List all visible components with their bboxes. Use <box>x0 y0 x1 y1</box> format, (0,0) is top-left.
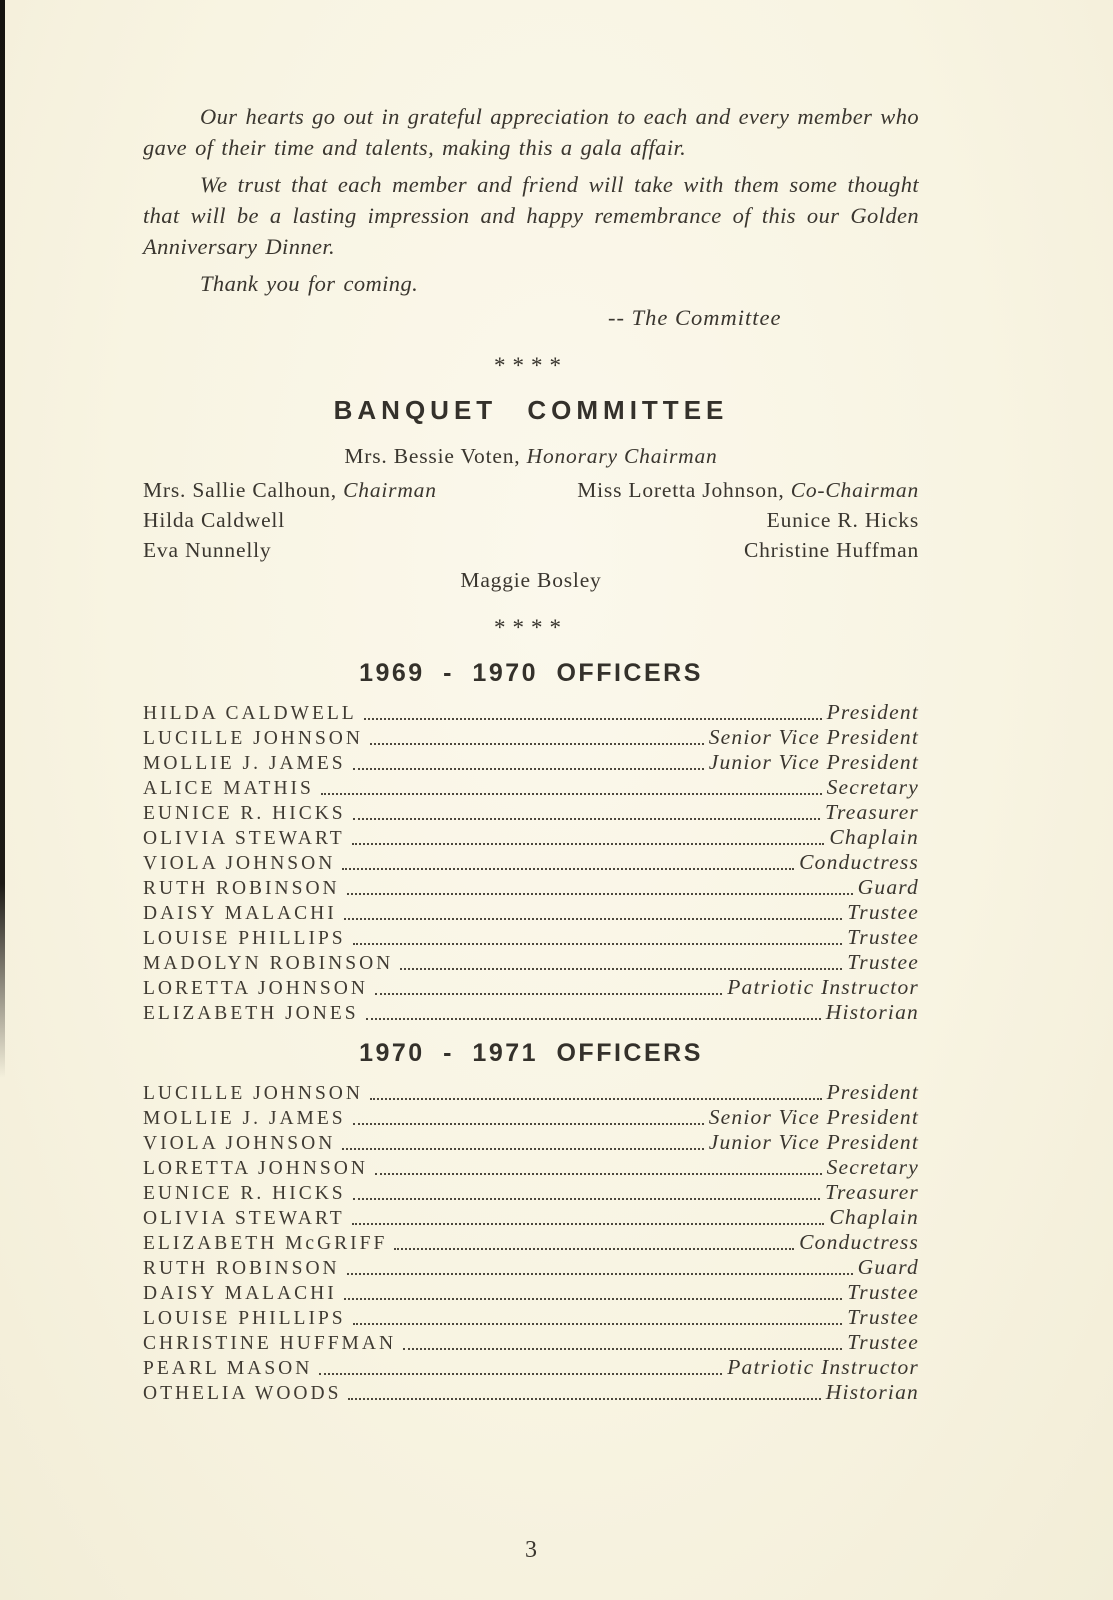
officer-row <box>143 1000 919 1025</box>
officer-row <box>143 975 919 1000</box>
honorary-chairman-line <box>143 441 919 471</box>
officer-title: Senior Vice President <box>708 1105 919 1129</box>
officer-row <box>143 1080 919 1105</box>
officer-row <box>143 1305 919 1330</box>
officer-title: Conductress <box>799 1230 919 1254</box>
intro-paragraph-2: We trust that each member and friend will take with them some thought that will be a lasting impression and happy remembrance of this our Golden Anniversary Dinner. <box>143 172 919 259</box>
dotted-leader <box>321 793 822 795</box>
officer-name: EUNICE R. HICKS <box>143 1183 346 1204</box>
dotted-leader <box>375 1173 822 1175</box>
officers-1969-1970-title: 1969 - 1970 OFFICERS <box>359 659 703 687</box>
dotted-leader <box>375 993 722 995</box>
committee-member: Eunice R. Hicks <box>766 508 919 532</box>
committee-member: Hilda Caldwell <box>143 508 285 532</box>
asterisk-separator-top: **** <box>494 353 568 378</box>
chairman-role: Chairman <box>343 478 437 502</box>
dotted-leader <box>347 893 853 895</box>
cochairman-role: Co-Chairman <box>790 478 919 502</box>
officer-title: Secretary <box>826 1155 919 1179</box>
officer-name: VIOLA JOHNSON <box>143 1133 336 1154</box>
officer-row <box>143 1105 919 1130</box>
officer-name: OLIVIA STEWART <box>143 1208 345 1229</box>
officer-row <box>143 1255 919 1280</box>
officer-name: LORETTA JOHNSON <box>143 1158 368 1179</box>
officer-row <box>143 1355 919 1380</box>
officer-row <box>143 850 919 875</box>
dotted-leader <box>353 1123 704 1125</box>
banquet-committee-title: BANQUET COMMITTEE <box>333 395 729 425</box>
officers-1970-1971-title: 1970 - 1971 OFFICERS <box>359 1039 703 1067</box>
officer-row <box>143 800 919 825</box>
officer-name: OLIVIA STEWART <box>143 828 345 849</box>
dotted-leader <box>352 1223 825 1225</box>
officer-title: Treasurer <box>824 1180 919 1204</box>
committee-member-row <box>143 505 919 535</box>
officer-name: OTHELIA WOODS <box>143 1383 342 1404</box>
chairman-entry <box>143 475 437 505</box>
officer-title: Guard <box>857 875 919 899</box>
dotted-leader <box>348 1398 820 1400</box>
officer-name: ELIZABETH McGRIFF <box>143 1233 388 1254</box>
officer-title: Trustee <box>847 1330 919 1354</box>
officer-name: ALICE MATHIS <box>143 778 314 799</box>
dotted-leader <box>347 1273 853 1275</box>
officer-title: Trustee <box>847 900 919 924</box>
dotted-leader <box>403 1348 842 1350</box>
officer-title: Senior Vice President <box>708 725 919 749</box>
committee-member-row <box>143 535 919 565</box>
banquet-committee-section <box>143 441 919 595</box>
dotted-leader <box>352 843 825 845</box>
officer-title: Secretary <box>826 775 919 799</box>
officer-name: VIOLA JOHNSON <box>143 853 336 874</box>
officer-row <box>143 825 919 850</box>
officer-title: Treasurer <box>824 800 919 824</box>
officer-title: Trustee <box>847 950 919 974</box>
officers-1969-1970-list <box>143 700 919 1025</box>
officer-title: Historian <box>825 1380 919 1404</box>
officer-title: Junior Vice President <box>708 1130 919 1154</box>
officer-name: ELIZABETH JONES <box>143 1003 359 1024</box>
officer-row <box>143 775 919 800</box>
officer-title: Junior Vice President <box>708 750 919 774</box>
chairman-name: Mrs. Sallie Calhoun, <box>143 478 337 502</box>
officer-title: Patriotic Instructor <box>727 975 919 999</box>
officers-1970-1971-list <box>143 1080 919 1405</box>
dotted-leader <box>342 868 794 870</box>
officer-name: PEARL MASON <box>143 1358 313 1379</box>
officer-title: Guard <box>857 1255 919 1279</box>
officer-row <box>143 1205 919 1230</box>
officer-name: LOUISE PHILLIPS <box>143 928 346 949</box>
officer-name: MOLLIE J. JAMES <box>143 1108 346 1129</box>
officer-title: Trustee <box>847 925 919 949</box>
committee-member: Christine Huffman <box>743 538 919 562</box>
dotted-leader <box>319 1373 722 1375</box>
dotted-leader <box>394 1248 794 1250</box>
intro-text <box>143 101 919 299</box>
officer-name: HILDA CALDWELL <box>143 703 357 724</box>
officer-name: MADOLYN ROBINSON <box>143 953 394 974</box>
dotted-leader <box>353 943 843 945</box>
honorary-chairman-role: Honorary Chairman <box>526 444 718 468</box>
officer-row <box>143 1280 919 1305</box>
dotted-leader <box>344 918 843 920</box>
officer-title: Historian <box>825 1000 919 1024</box>
officer-title: Patriotic Instructor <box>727 1355 919 1379</box>
officer-row <box>143 1130 919 1155</box>
dotted-leader <box>370 743 704 745</box>
officer-title: Conductress <box>799 850 919 874</box>
dotted-leader <box>353 818 820 820</box>
officer-title: Chaplain <box>829 1205 919 1229</box>
officer-row <box>143 875 919 900</box>
dotted-leader <box>353 1323 843 1325</box>
officer-row <box>143 950 919 975</box>
officer-name: LOUISE PHILLIPS <box>143 1308 346 1329</box>
chairman-row <box>143 475 919 505</box>
officer-name: MOLLIE J. JAMES <box>143 753 346 774</box>
officer-name: DAISY MALACHI <box>143 903 337 924</box>
committee-signoff: -- The Committee <box>608 305 782 330</box>
officer-title: Trustee <box>847 1280 919 1304</box>
officer-name: RUTH ROBINSON <box>143 878 340 899</box>
officer-name: LUCILLE JOHNSON <box>143 1083 363 1104</box>
officer-name: DAISY MALACHI <box>143 1283 337 1304</box>
officer-name: LORETTA JOHNSON <box>143 978 368 999</box>
officer-title: President <box>826 700 919 724</box>
committee-member-center: Maggie Bosley <box>460 568 602 592</box>
dotted-leader <box>366 1018 821 1020</box>
dotted-leader <box>400 968 842 970</box>
officer-row <box>143 1180 919 1205</box>
scan-edge-artifact <box>0 0 5 1078</box>
officer-row <box>143 1155 919 1180</box>
officer-row <box>143 900 919 925</box>
dotted-leader <box>353 768 704 770</box>
officer-row <box>143 925 919 950</box>
officer-row <box>143 1330 919 1355</box>
officer-row <box>143 1230 919 1255</box>
dotted-leader <box>353 1198 820 1200</box>
officer-title: Chaplain <box>829 825 919 849</box>
page-number: 3 <box>525 1537 537 1563</box>
intro-paragraph-1: Our hearts go out in grateful appreciation to each and every member who gave of their time and talents, making this a gala affair. <box>143 104 919 160</box>
officer-row <box>143 750 919 775</box>
committee-member: Eva Nunnelly <box>143 538 272 562</box>
intro-paragraph-3: Thank you for coming. <box>200 271 419 296</box>
asterisk-separator-bottom: **** <box>494 615 568 640</box>
dotted-leader <box>342 1148 703 1150</box>
officer-name: RUTH ROBINSON <box>143 1258 340 1279</box>
honorary-chairman-name: Mrs. Bessie Voten, <box>344 444 521 468</box>
cochairman-entry <box>577 475 919 505</box>
officer-title: Trustee <box>847 1305 919 1329</box>
officer-name: EUNICE R. HICKS <box>143 803 346 824</box>
officer-row <box>143 700 919 725</box>
cochairman-name: Miss Loretta Johnson, <box>577 478 785 502</box>
officer-row <box>143 725 919 750</box>
dotted-leader <box>344 1298 843 1300</box>
page-content <box>143 0 919 1405</box>
officer-name: CHRISTINE HUFFMAN <box>143 1333 397 1354</box>
dotted-leader <box>364 718 822 720</box>
dotted-leader <box>370 1098 822 1100</box>
officer-title: President <box>826 1080 919 1104</box>
officer-row <box>143 1380 919 1405</box>
officer-name: LUCILLE JOHNSON <box>143 728 363 749</box>
